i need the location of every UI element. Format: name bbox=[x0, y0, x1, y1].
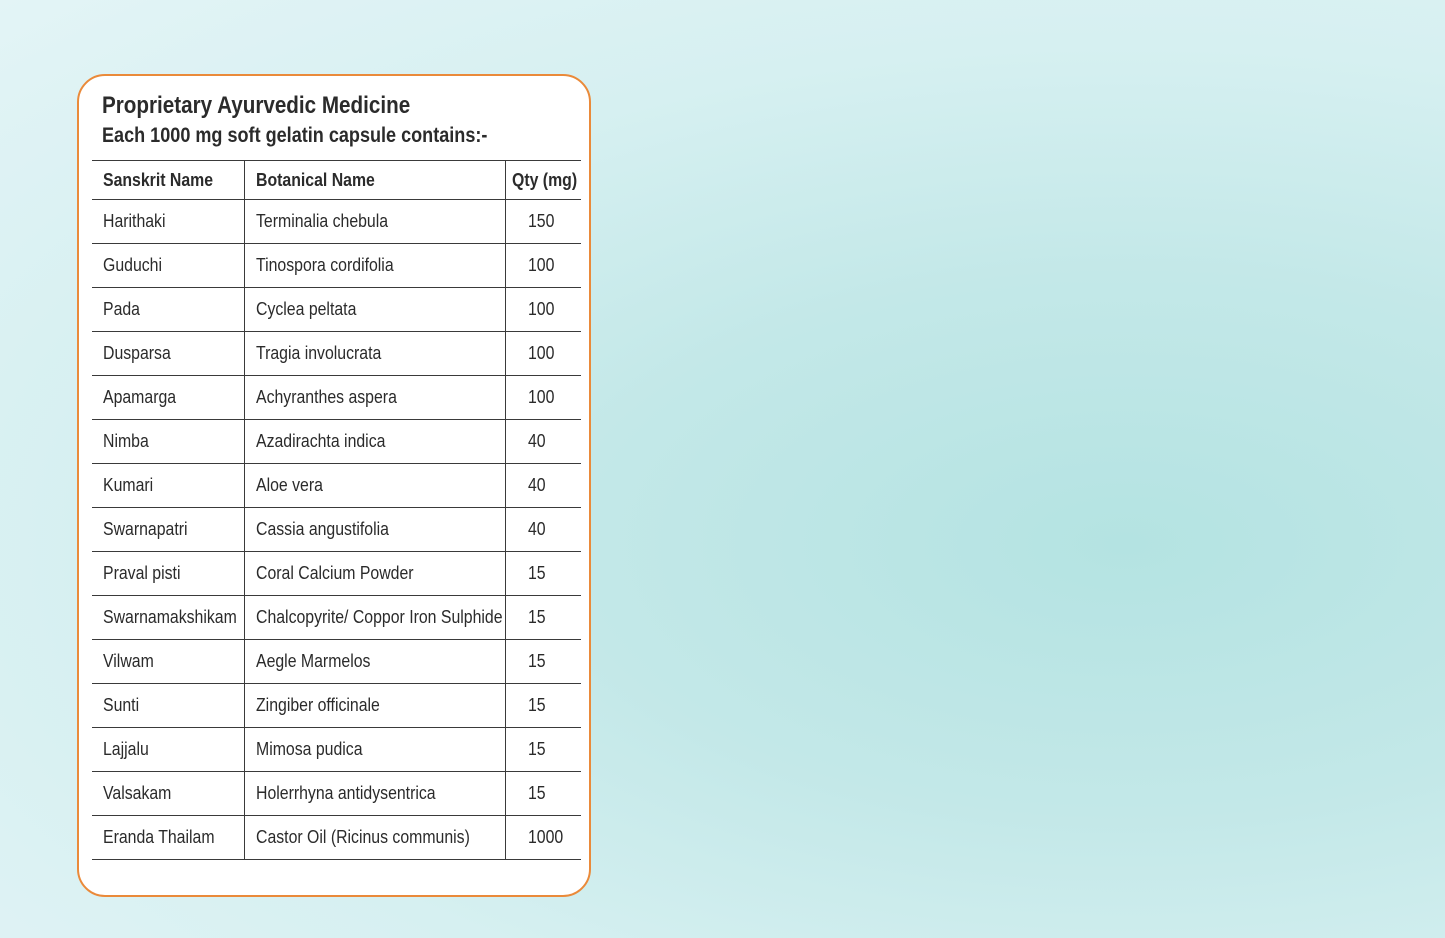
table-row bbox=[92, 332, 581, 376]
cell-sanskrit-name: Valsakam bbox=[92, 772, 245, 816]
cell-sanskrit-name: Nimba bbox=[92, 420, 245, 464]
cell-qty: 150 bbox=[505, 200, 581, 244]
cell-botanical-name: Achyranthes aspera bbox=[245, 376, 505, 420]
table-row bbox=[92, 640, 581, 684]
table-row bbox=[92, 684, 581, 728]
cell-qty: 15 bbox=[505, 552, 581, 596]
ingredients-table bbox=[92, 160, 581, 860]
table-row bbox=[92, 772, 581, 816]
cell-botanical-name: Aloe vera bbox=[245, 464, 505, 508]
cell-sanskrit-name: Pada bbox=[92, 288, 245, 332]
cell-sanskrit-name: Sunti bbox=[92, 684, 245, 728]
cell-botanical-name: Cassia angustifolia bbox=[245, 508, 505, 552]
table-row bbox=[92, 816, 581, 860]
cell-botanical-name: Terminalia chebula bbox=[245, 200, 505, 244]
cell-qty: 100 bbox=[505, 332, 581, 376]
card-title: Proprietary Ayurvedic Medicine bbox=[102, 92, 411, 119]
table-row bbox=[92, 376, 581, 420]
cell-qty: 40 bbox=[505, 420, 581, 464]
header-botanical-name: Botanical Name bbox=[245, 161, 505, 200]
cell-sanskrit-name: Praval pisti bbox=[92, 552, 245, 596]
ingredients-card bbox=[77, 74, 591, 897]
table-row bbox=[92, 200, 581, 244]
table-header-row bbox=[92, 161, 581, 200]
table-row bbox=[92, 596, 581, 640]
cell-sanskrit-name: Harithaki bbox=[92, 200, 245, 244]
cell-sanskrit-name: Guduchi bbox=[92, 244, 245, 288]
cell-botanical-name: Azadirachta indica bbox=[245, 420, 505, 464]
cell-botanical-name: Aegle Marmelos bbox=[245, 640, 505, 684]
cell-qty: 15 bbox=[505, 684, 581, 728]
table-row bbox=[92, 464, 581, 508]
cell-botanical-name: Tinospora cordifolia bbox=[245, 244, 505, 288]
cell-botanical-name: Tragia involucrata bbox=[245, 332, 505, 376]
cell-sanskrit-name: Apamarga bbox=[92, 376, 245, 420]
header-qty: Qty (mg) bbox=[505, 161, 581, 200]
cell-botanical-name: Castor Oil (Ricinus communis) bbox=[245, 816, 505, 860]
cell-botanical-name: Chalcopyrite/ Coppor Iron Sulphide bbox=[245, 596, 505, 640]
cell-qty: 40 bbox=[505, 464, 581, 508]
cell-botanical-name: Coral Calcium Powder bbox=[245, 552, 505, 596]
cell-qty: 15 bbox=[505, 772, 581, 816]
table-row bbox=[92, 728, 581, 772]
cell-sanskrit-name: Kumari bbox=[92, 464, 245, 508]
cell-qty: 15 bbox=[505, 640, 581, 684]
cell-qty: 1000 bbox=[505, 816, 581, 860]
cell-botanical-name: Zingiber officinale bbox=[245, 684, 505, 728]
cell-sanskrit-name: Lajjalu bbox=[92, 728, 245, 772]
cell-sanskrit-name: Eranda Thailam bbox=[92, 816, 245, 860]
cell-botanical-name: Mimosa pudica bbox=[245, 728, 505, 772]
cell-qty: 100 bbox=[505, 376, 581, 420]
table-row bbox=[92, 288, 581, 332]
table-row bbox=[92, 420, 581, 464]
table-row bbox=[92, 508, 581, 552]
cell-qty: 40 bbox=[505, 508, 581, 552]
cell-sanskrit-name: Swarnapatri bbox=[92, 508, 245, 552]
card-subtitle: Each 1000 mg soft gelatin capsule contains:- bbox=[102, 124, 488, 147]
cell-qty: 100 bbox=[505, 244, 581, 288]
cell-sanskrit-name: Swarnamakshikam bbox=[92, 596, 245, 640]
cell-qty: 15 bbox=[505, 728, 581, 772]
table-row bbox=[92, 244, 581, 288]
cell-botanical-name: Holerrhyna antidysentrica bbox=[245, 772, 505, 816]
cell-qty: 100 bbox=[505, 288, 581, 332]
header-sanskrit-name: Sanskrit Name bbox=[92, 161, 245, 200]
cell-sanskrit-name: Dusparsa bbox=[92, 332, 245, 376]
table-row bbox=[92, 552, 581, 596]
cell-qty: 15 bbox=[505, 596, 581, 640]
cell-sanskrit-name: Vilwam bbox=[92, 640, 245, 684]
cell-botanical-name: Cyclea peltata bbox=[245, 288, 505, 332]
table-body bbox=[92, 200, 581, 860]
